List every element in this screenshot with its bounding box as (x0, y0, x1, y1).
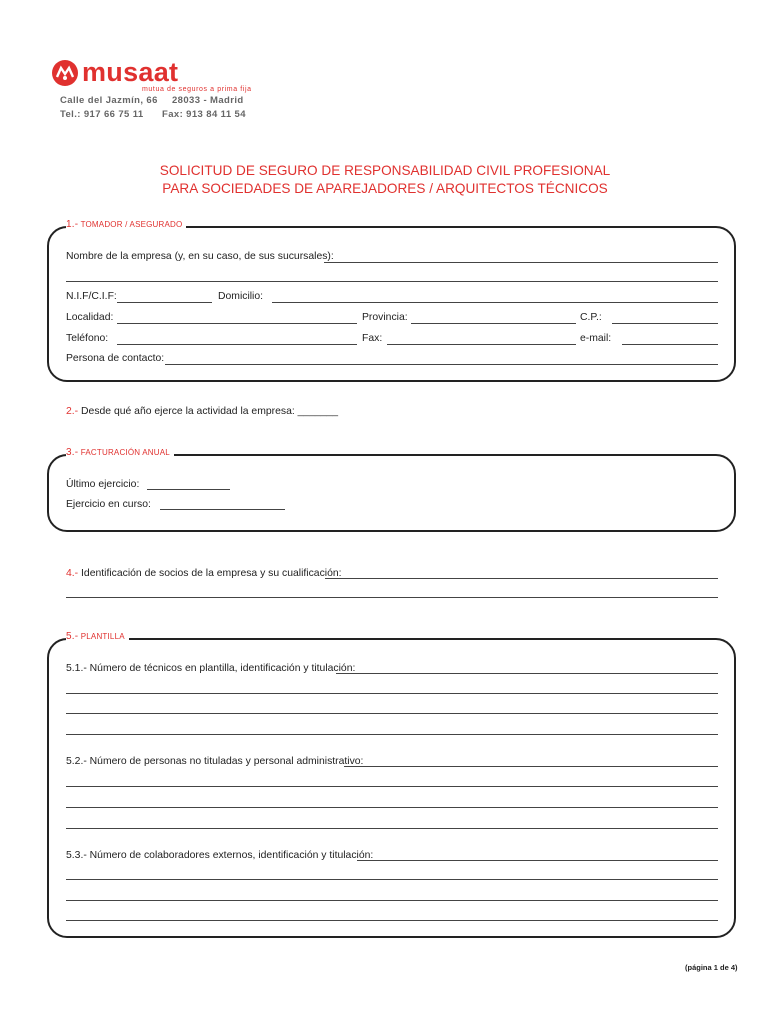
nif-field[interactable] (117, 302, 212, 303)
section-tomador-heading (66, 219, 186, 230)
address-field[interactable] (272, 302, 718, 303)
form-title-line1: SOLICITUD DE SEGURO DE RESPONSABILIDAD CIVIL PROFESIONAL (159, 163, 611, 178)
technicians-field[interactable] (336, 673, 718, 674)
partners-field[interactable] (325, 578, 718, 579)
logo-mark-icon (52, 60, 78, 86)
section-number: 2.- (66, 406, 79, 417)
last-year-field[interactable] (147, 489, 230, 490)
activity-year-label: Desde qué año ejerce la actividad la empresa: _______ (81, 406, 339, 417)
collaborators-field-2[interactable] (66, 879, 718, 880)
zip-label: C.P.: (580, 312, 602, 323)
section-number: 4.- (66, 568, 79, 579)
technicians-field-2[interactable] (66, 693, 718, 694)
contact-field[interactable] (165, 364, 718, 365)
company-name-field-2[interactable] (66, 281, 718, 282)
city-label: Localidad: (66, 312, 114, 323)
activity-year-question (66, 406, 338, 417)
province-label: Provincia: (362, 312, 408, 323)
technicians-field-4[interactable] (66, 734, 718, 735)
form-title-line2: PARA SOCIEDADES DE APAREJADORES / ARQUITECTOS TÉCNICOS (162, 181, 608, 196)
staff-field-2[interactable] (66, 786, 718, 787)
address-street: Calle del Jazmín, 66 (60, 95, 158, 106)
partners-question (66, 568, 342, 579)
collaborators-field-4[interactable] (66, 920, 718, 921)
company-name-field[interactable] (324, 262, 718, 263)
section-title: PLANTILLA (80, 632, 125, 641)
section-number: 1.- (66, 219, 79, 230)
city-field[interactable] (117, 323, 357, 324)
section-facturacion-heading (66, 447, 174, 458)
fax-label: Fax: (362, 333, 383, 344)
nif-label: N.I.F/C.I.F: (66, 291, 117, 302)
technicians-label: 5.1.- Número de técnicos en plantilla, identificación y titulación: (66, 663, 356, 674)
partners-field-2[interactable] (66, 597, 718, 598)
collaborators-field-3[interactable] (66, 900, 718, 901)
address-label: Domicilio: (218, 291, 264, 302)
email-label: e-mail: (580, 333, 612, 344)
phone-label: Teléfono: (66, 333, 109, 344)
header-phone: Tel.: 917 66 75 11 (60, 109, 144, 120)
collaborators-field[interactable] (357, 860, 718, 861)
section-title: TOMADOR / ASEGURADO (80, 220, 183, 229)
section-plantilla-heading (66, 631, 129, 642)
brand-tagline: mutua de seguros a prima fija (142, 86, 252, 93)
fax-field[interactable] (387, 344, 576, 345)
musaat-logo-icon (52, 60, 78, 86)
current-year-field[interactable] (160, 509, 285, 510)
section-number: 5.- (66, 631, 79, 642)
technicians-field-3[interactable] (66, 713, 718, 714)
last-year-label: Último ejercicio: (66, 479, 140, 490)
staff-label: 5.2.- Número de personas no tituladas y personal administrativo: (66, 756, 364, 767)
section-number: 3.- (66, 447, 79, 458)
zip-field[interactable] (612, 323, 718, 324)
company-name-label: Nombre de la empresa (y, en su caso, de sus sucursales): (66, 251, 334, 262)
province-field[interactable] (411, 323, 576, 324)
header-fax: Fax: 913 84 11 54 (162, 109, 246, 120)
staff-field-3[interactable] (66, 807, 718, 808)
section-plantilla-box (47, 638, 736, 938)
email-field[interactable] (622, 344, 718, 345)
phone-field[interactable] (117, 344, 357, 345)
staff-field-4[interactable] (66, 828, 718, 829)
brand-name: musaat (82, 57, 179, 87)
section-facturacion-box (47, 454, 736, 532)
staff-field[interactable] (344, 766, 718, 767)
contact-label: Persona de contacto: (66, 353, 165, 364)
collaborators-label: 5.3.- Número de colaboradores externos, identificación y titulación: (66, 850, 374, 861)
partners-label: Identificación de socios de la empresa y su cualificación: (81, 568, 342, 579)
current-year-label: Ejercicio en curso: (66, 499, 151, 510)
address-city: 28033 - Madrid (172, 95, 244, 106)
page-number: (página 1 de 4) (685, 963, 738, 972)
section-title: FACTURACIÓN ANUAL (80, 448, 170, 457)
